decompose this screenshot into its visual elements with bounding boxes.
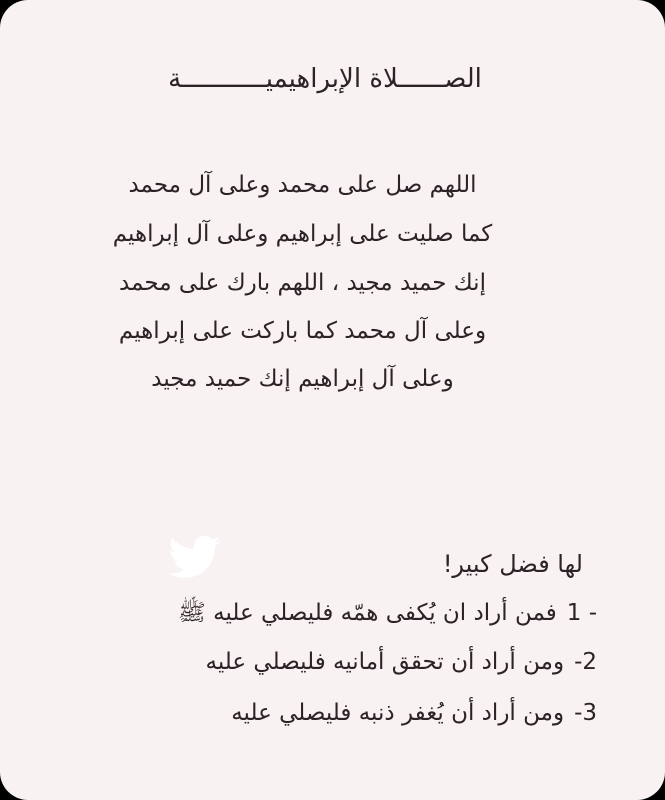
bird-icon — [168, 536, 222, 580]
dua-line: كما صليت على إبراهيم وعلى آل إبراهيم — [112, 221, 493, 247]
dua-line: اللهم صل على محمد وعلى آل محمد — [128, 172, 477, 198]
virtue-item — [178, 598, 597, 632]
virtue-item — [206, 649, 598, 675]
virtue-heading: لها فضل كبير! — [442, 550, 583, 578]
virtue-item — [231, 700, 597, 726]
dua-line: وعلى آل محمد كما باركت على إبراهيم — [118, 318, 487, 344]
virtue-text: فمن أراد ان يُكفى همّه فليصلي عليه ﷺ — [178, 600, 557, 626]
dua-line: وعلى آل إبراهيم إنك حميد مجيد — [151, 366, 454, 392]
dua-line: إنك حميد مجيد ، اللهم بارك على محمد — [119, 270, 486, 296]
virtue-text: ومن أراد أن يُغفر ذنبه فليصلي عليه — [231, 700, 565, 726]
virtue-number: -2 — [574, 649, 597, 675]
virtue-text: ومن أراد أن تحقق أمانيه فليصلي عليه — [205, 649, 565, 675]
virtue-number: 1 - — [566, 600, 597, 626]
virtue-number: -3 — [574, 700, 597, 726]
page-title: الصــــــلاة الإبراهيميـــــــــــة — [168, 64, 482, 94]
